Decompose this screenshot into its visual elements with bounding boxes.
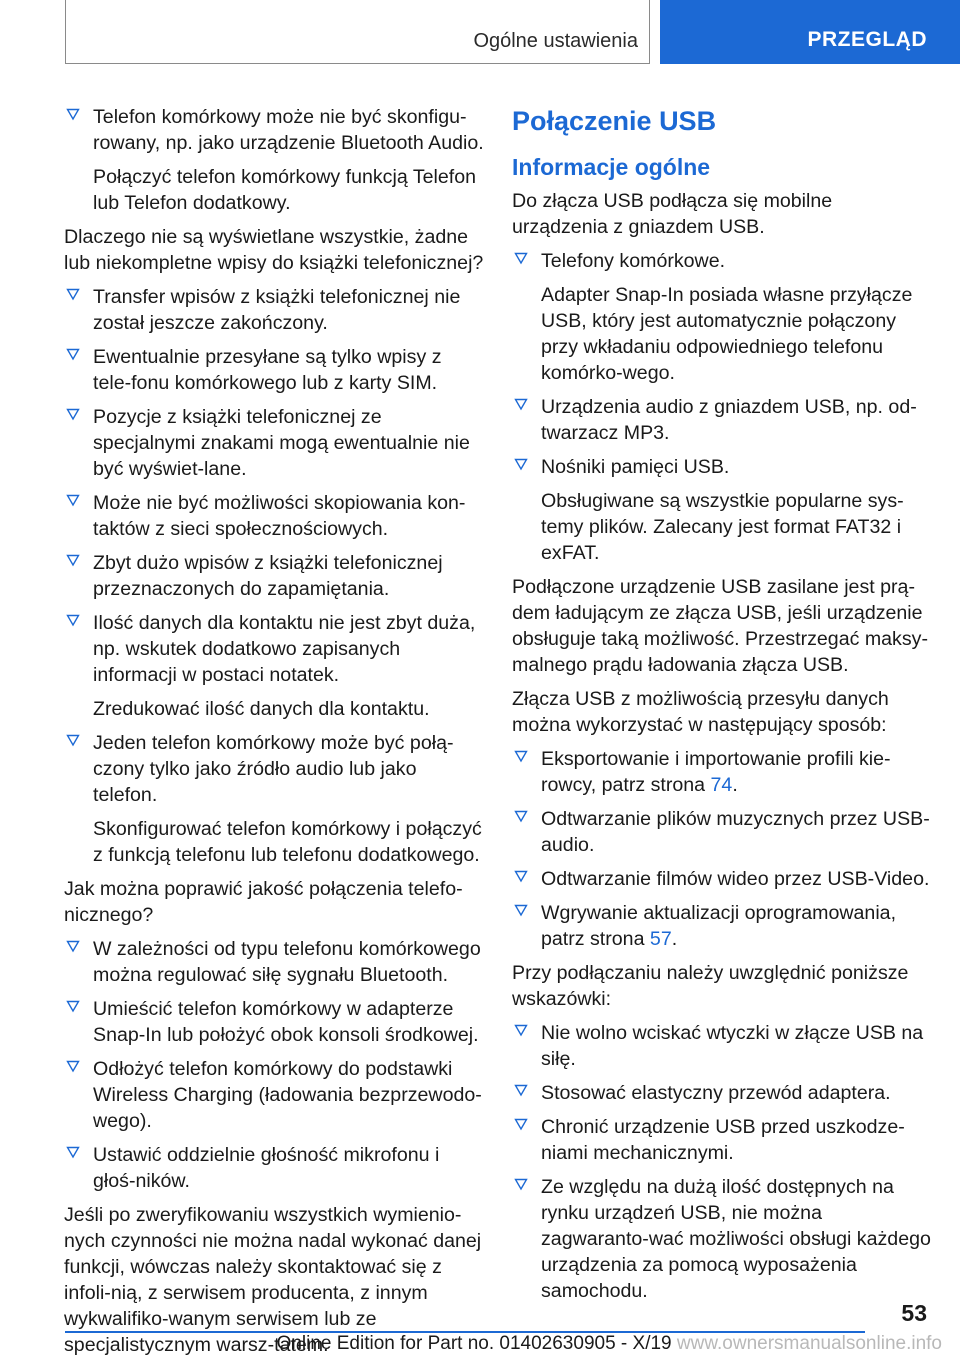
triangle-down-outline-icon (66, 1145, 80, 1159)
left-column (64, 104, 484, 1366)
page-number: 53 (901, 1300, 927, 1326)
body-paragraph: Przy podłączaniu należy uwzględnić poniższe wskazówki: (512, 962, 909, 1010)
list-item-note: Skonfigurować telefon komórkowy i połączyć z funkcją telefonu lub telefonu dodatkowego. (93, 818, 482, 866)
edition-text: Online Edition for Part no. 01402630905 - X/19 (276, 1333, 672, 1354)
list-item-text: Ustawić oddzielnie głośność mikrofonu i głoś-ników. (93, 1144, 440, 1192)
subsection-heading: Informacje ogólne (512, 154, 711, 180)
triangle-down-outline-icon (514, 397, 528, 411)
list-item (64, 730, 484, 808)
list-item-text: Odłożyć telefon komórkowy do podstawki Wireless Charging (ładowania bezprzewodo-wego). (93, 1058, 482, 1132)
list-item (512, 1020, 932, 1072)
list-item-text: Nie wolno wciskać wtyczki w złącze USB na siłę. (541, 1022, 924, 1070)
list-item (512, 454, 932, 480)
triangle-down-outline-icon (66, 553, 80, 567)
triangle-down-outline-icon (66, 939, 80, 953)
list-item-text: W zależności od typu telefonu komórkowego można regulować siłę sygnału Bluetooth. (93, 938, 481, 986)
list-item (64, 344, 484, 396)
page-link[interactable]: 74 (710, 774, 733, 796)
list-item (64, 284, 484, 336)
triangle-down-outline-icon (66, 107, 80, 121)
list-item-note: Połączyć telefon komórkowy funkcją Telefon lub Telefon dodatkowy. (93, 166, 476, 214)
body-paragraph: Złącza USB z możliwością przesyłu danych można wykorzystać w następujący sposób: (512, 688, 889, 736)
list-item-text: Chronić urządzenie USB przed uszkodze-niami mechanicznymi. (541, 1116, 905, 1164)
list-item-text: Eksportowanie i importowanie profili kie-rowcy, patrz strona (541, 748, 891, 796)
page-header (0, 0, 960, 66)
list-item-text: Ewentualnie przesyłane są tylko wpisy z tele-fonu komórkowego lub z karty SIM. (93, 346, 442, 394)
list-item (512, 1114, 932, 1166)
list-item (64, 1056, 484, 1134)
list-item-note: Zredukować ilość danych dla kontaktu. (93, 698, 430, 720)
watermark: www.ownersmanualsonline.info (676, 1333, 942, 1354)
page-link[interactable]: 57 (649, 928, 672, 950)
triangle-down-outline-icon (66, 1059, 80, 1073)
list-item (512, 394, 932, 446)
triangle-down-outline-icon (66, 347, 80, 361)
list-item-text: Umieścić telefon komórkowy w adapterze Snap-In lub położyć obok konsoli środkowej. (93, 998, 479, 1046)
header-divider (649, 0, 650, 64)
list-item (64, 490, 484, 542)
list-item-text: Może nie być możliwości skopiowania kon-taktów z sieci społecznościowych. (93, 492, 466, 540)
list-item (512, 866, 932, 892)
list-item (64, 996, 484, 1048)
triangle-down-outline-icon (514, 903, 528, 917)
list-item-text: Stosować elastyczny przewód adaptera. (541, 1082, 891, 1104)
footer-edition (277, 1333, 942, 1355)
triangle-down-outline-icon (66, 999, 80, 1013)
list-item: Wgrywanie aktualizacji oprogramowania, patrz strona 57. (512, 900, 932, 952)
body-paragraph: Do złącza USB podłącza się mobilne urządzenia z gniazdem USB. (512, 190, 833, 238)
list-item-note: Adapter Snap-In posiada własne przyłącze USB, który jest automatycznie połączony przy wkładaniu odpowiedniego telefonu komórko-wego. (541, 284, 913, 384)
triangle-down-outline-icon (514, 457, 528, 471)
list-item-text: Jeden telefon komórkowy może być połą-czony tylko jako źródło audio lub jako telefon. (93, 732, 454, 806)
list-item (64, 104, 484, 156)
triangle-down-outline-icon (66, 407, 80, 421)
list-item-text: Pozycje z książki telefonicznej ze specjalnymi znakami mogą ewentualnie nie być wyświet-lane. (93, 406, 470, 480)
header-divider (65, 63, 650, 64)
list-item: Eksportowanie i importowanie profili kie-rowcy, patrz strona 74. (512, 746, 932, 798)
list-item-text: Telefony komórkowe. (541, 250, 726, 272)
triangle-down-outline-icon (514, 749, 528, 763)
triangle-down-outline-icon (66, 287, 80, 301)
list-item-text: Odtwarzanie plików muzycznych przez USB-audio. (541, 808, 930, 856)
section-title: Ogólne ustawienia (473, 30, 638, 52)
list-item (64, 610, 484, 688)
body-paragraph: Podłączone urządzenie USB zasilane jest prą-dem ładującym ze złącza USB, jeśli urządzenie obsługuje taką możliwość. Przestrzegać maksy-malnego prądu ładowania złącza USB. (512, 576, 928, 676)
question-paragraph: Dlaczego nie są wyświetlane wszystkie, żadne lub niekompletne wpisy do książki telefonicznej? (64, 226, 484, 274)
list-item-note: Obsługiwane są wszystkie popularne sys-temy plików. Zalecany jest format FAT32 i exFAT. (541, 490, 904, 564)
triangle-down-outline-icon (514, 1083, 528, 1097)
list-item (512, 1080, 932, 1106)
triangle-down-outline-icon (514, 1023, 528, 1037)
triangle-down-outline-icon (514, 251, 528, 265)
body-paragraph: Jeśli po zweryfikowaniu wszystkich wymienio-nych czynności nie można nadal wykonać danej funkcji, wówczas należy skontaktować się z infoli-nią, z serwisem producenta, z innym wykwalifiko-wanym serwisem lub ze specjalistycznym warsz-tatem. (64, 1204, 482, 1356)
question-paragraph: Jak można poprawić jakość połączenia telefo-nicznego? (64, 878, 463, 926)
triangle-down-outline-icon (514, 1177, 528, 1191)
chapter-tab-label: PRZEGLĄD (807, 28, 927, 51)
list-item (64, 1142, 484, 1194)
chapter-tab[interactable] (660, 0, 960, 64)
triangle-down-outline-icon (66, 493, 80, 507)
list-item-text: Ilość danych dla kontaktu nie jest zbyt duża, np. wskutek dodatkowo zapisanych informacji w postaci notatek. (93, 612, 476, 686)
list-item-text: Wgrywanie aktualizacji oprogramowania, patrz strona (541, 902, 897, 950)
list-item (64, 550, 484, 602)
triangle-down-outline-icon (514, 869, 528, 883)
list-item-text: Ze względu na dużą ilość dostępnych na rynku urządzeń USB, nie można zagwaranto-wać możliwości obsługi każdego urządzenia za pomocą wyposażenia samochodu. (541, 1176, 931, 1302)
triangle-down-outline-icon (514, 809, 528, 823)
list-item-text: Odtwarzanie filmów wideo przez USB-Video. (541, 868, 930, 890)
right-column (512, 104, 932, 1312)
list-item-text: Transfer wpisów z książki telefonicznej nie został jeszcze zakończony. (93, 286, 461, 334)
list-item (64, 936, 484, 988)
list-item (512, 248, 932, 274)
header-divider (65, 0, 66, 64)
triangle-down-outline-icon (66, 733, 80, 747)
section-heading: Połączenie USB (512, 106, 717, 136)
list-item-text: Telefon komórkowy może nie być skonfigu-rowany, np. jako urządzenie Bluetooth Audio. (93, 106, 484, 154)
list-item (512, 1174, 932, 1304)
list-item-text: Zbyt dużo wpisów z książki telefonicznej przeznaczonych do zapamiętania. (93, 552, 443, 600)
list-item-text: Nośniki pamięci USB. (541, 456, 730, 478)
triangle-down-outline-icon (66, 613, 80, 627)
list-item (64, 404, 484, 482)
triangle-down-outline-icon (514, 1117, 528, 1131)
list-item (512, 806, 932, 858)
list-item-text: Urządzenia audio z gniazdem USB, np. od-twarzacz MP3. (541, 396, 917, 444)
